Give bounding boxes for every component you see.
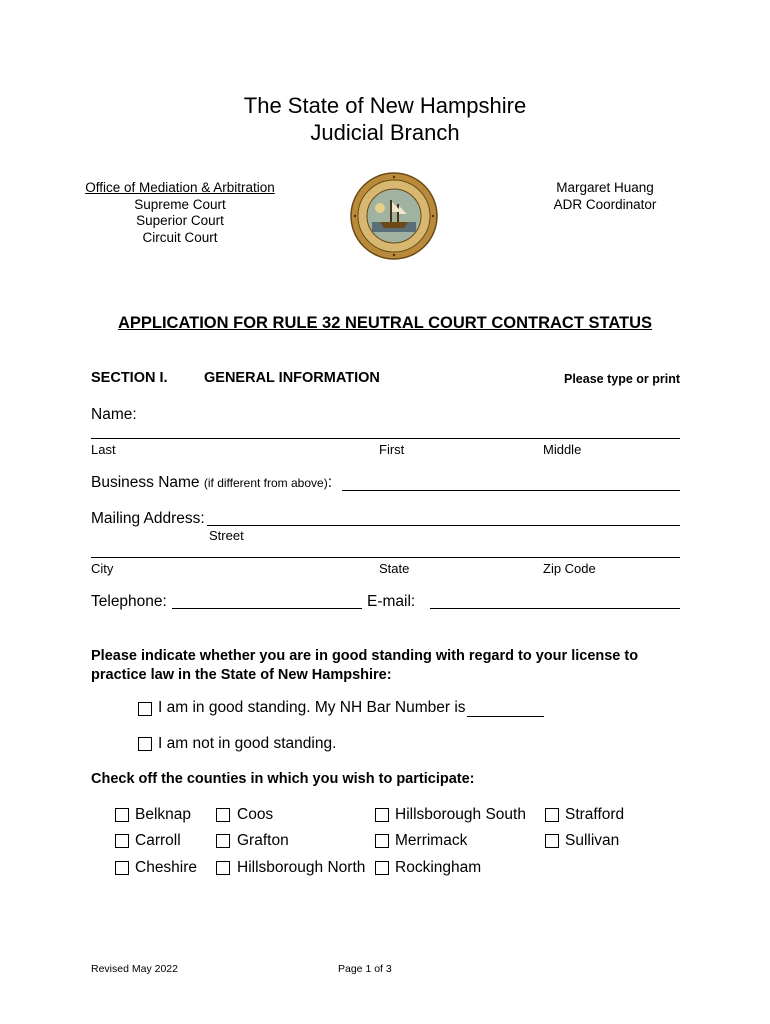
street-input[interactable]: [207, 525, 680, 526]
county-merrimack-checkbox[interactable]: [375, 834, 389, 848]
county-sullivan-checkbox[interactable]: [545, 834, 559, 848]
name-first-label: First: [379, 442, 405, 457]
title-line-2: Judicial Branch: [310, 120, 460, 145]
county-coos-checkbox[interactable]: [216, 808, 230, 822]
county-belknap-label: Belknap: [135, 806, 192, 823]
county-sullivan-label: Sullivan: [565, 832, 620, 849]
name-label: Name:: [91, 406, 137, 423]
telephone-label: Telephone:: [91, 593, 167, 610]
section-number: SECTION I.: [91, 370, 168, 386]
standing-question: Please indicate whether you are in good standing with regard to your license to practice law in the State of New Hampshire:: [91, 648, 639, 683]
business-name-text: Business Name: [91, 474, 200, 491]
office-name: Office of Mediation & Arbitration: [85, 180, 275, 195]
county-hillsborough-north-checkbox[interactable]: [216, 861, 230, 875]
county-grafton-label: Grafton: [237, 832, 289, 849]
county-carroll-label: Carroll: [135, 832, 181, 849]
city-state-zip-input[interactable]: [91, 557, 680, 558]
county-carroll-checkbox[interactable]: [115, 834, 129, 848]
contact-block: [530, 180, 680, 213]
street-label: Street: [209, 528, 244, 543]
contact-name: Margaret Huang: [556, 180, 654, 195]
page-number: Page 1 of 3: [338, 963, 392, 975]
county-hillsborough-south-label: Hillsborough South: [395, 806, 526, 823]
office-supreme: Supreme Court: [134, 196, 226, 212]
county-coos-label: Coos: [237, 806, 274, 823]
counties-question: Check off the counties in which you wish to participate:: [91, 771, 475, 787]
page-title: [0, 92, 770, 146]
county-hillsborough-south-checkbox[interactable]: [375, 808, 389, 822]
email-input[interactable]: [430, 608, 680, 609]
business-name-colon: :: [327, 474, 333, 491]
revised-date: Revised May 2022: [91, 963, 178, 975]
good-standing-label: I am in good standing. My NH Bar Number is: [158, 699, 466, 716]
email-label: E-mail:: [367, 593, 416, 610]
title-line-1: The State of New Hampshire: [243, 93, 527, 118]
good-standing-checkbox[interactable]: [138, 702, 152, 716]
county-belknap-checkbox[interactable]: [115, 808, 129, 822]
business-name-label: [91, 474, 332, 492]
county-strafford-checkbox[interactable]: [545, 808, 559, 822]
office-circuit: Circuit Court: [142, 229, 218, 245]
instruction-text: Please type or print: [563, 372, 680, 386]
county-merrimack-label: Merrimack: [395, 832, 468, 849]
business-name-note: (if different from above): [203, 476, 328, 490]
form-heading: APPLICATION FOR RULE 32 NEUTRAL COURT CONTRACT STATUS: [117, 314, 653, 332]
section-title: GENERAL INFORMATION: [204, 370, 380, 386]
state-label: State: [379, 561, 410, 576]
zip-label: Zip Code: [543, 561, 596, 576]
business-name-input[interactable]: [342, 490, 680, 491]
mailing-address-label: Mailing Address:: [91, 510, 205, 527]
county-cheshire-checkbox[interactable]: [115, 861, 129, 875]
state-seal-icon: [350, 172, 438, 260]
contact-role: ADR Coordinator: [553, 196, 657, 212]
name-last-label: Last: [91, 442, 116, 457]
county-grafton-checkbox[interactable]: [216, 834, 230, 848]
county-rockingham-label: Rockingham: [395, 859, 482, 876]
county-hillsborough-north-label: Hillsborough North: [237, 859, 366, 876]
not-good-standing-label: I am not in good standing.: [158, 735, 337, 752]
office-block: [80, 180, 280, 246]
county-rockingham-checkbox[interactable]: [375, 861, 389, 875]
county-strafford-label: Strafford: [565, 806, 625, 823]
office-superior: Superior Court: [136, 213, 224, 228]
name-middle-label: Middle: [543, 442, 582, 457]
county-cheshire-label: Cheshire: [135, 859, 198, 876]
not-good-standing-checkbox[interactable]: [138, 737, 152, 751]
city-label: City: [91, 561, 114, 576]
telephone-input[interactable]: [172, 608, 362, 609]
name-input[interactable]: [91, 438, 680, 439]
bar-number-input[interactable]: [467, 716, 544, 717]
